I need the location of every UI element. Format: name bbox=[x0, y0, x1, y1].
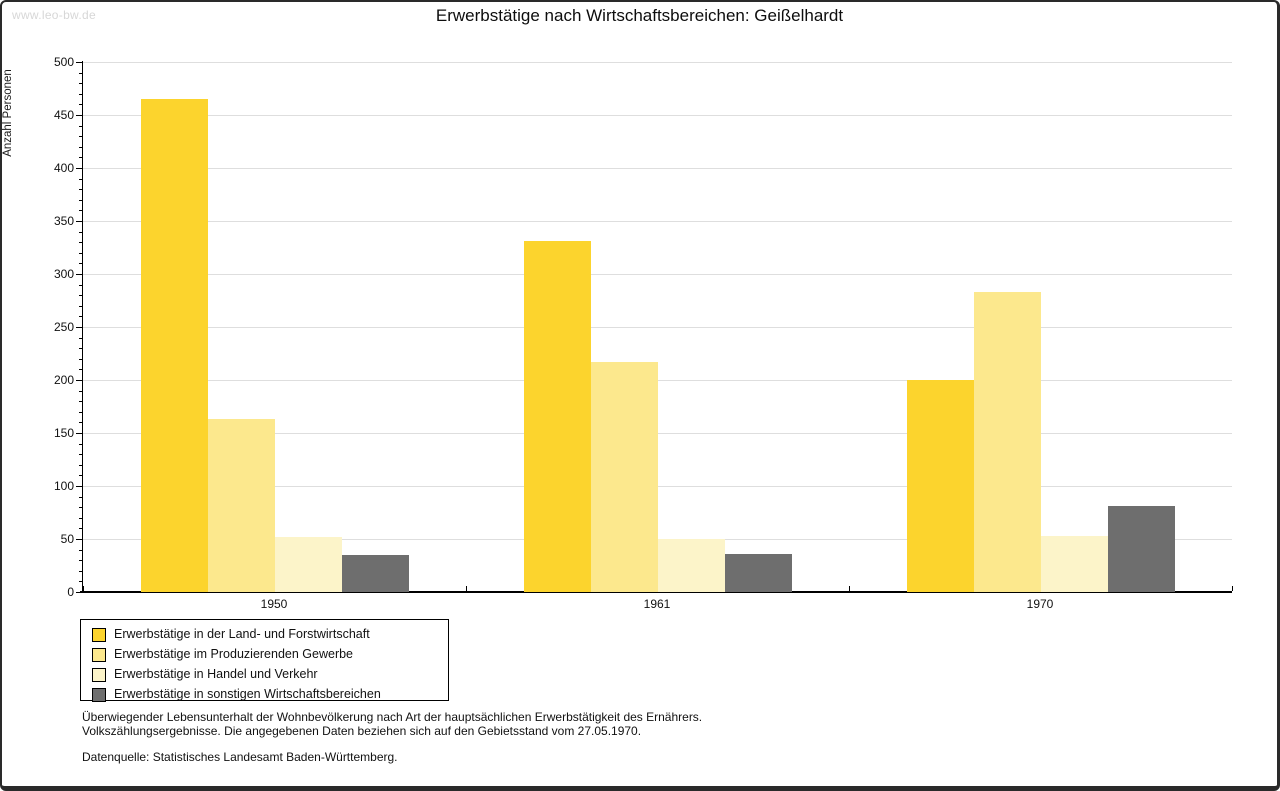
y-tick-470 bbox=[79, 94, 83, 95]
y-tick-440 bbox=[79, 126, 83, 127]
y-tick-170 bbox=[79, 412, 83, 413]
y-tick-280 bbox=[79, 295, 83, 296]
gridline-500 bbox=[83, 62, 1232, 63]
x-tick-1 bbox=[466, 586, 467, 591]
y-tick-100 bbox=[76, 486, 83, 487]
y-tick-290 bbox=[79, 285, 83, 286]
footer-note-line1: Überwiegender Lebensunterhalt der Wohnbevölkerung nach Art der hauptsächlichen Erwerbstätigkeit des Ernährers. bbox=[82, 710, 703, 724]
gridline-200 bbox=[83, 380, 1232, 381]
bar-1970-series4 bbox=[1108, 506, 1175, 592]
y-tick-460 bbox=[79, 104, 83, 105]
y-tick-180 bbox=[79, 401, 83, 402]
y-tick-label-400: 400 bbox=[53, 161, 74, 175]
y-tick-110 bbox=[79, 475, 83, 476]
legend-swatch-land-forstwirtschaft bbox=[92, 628, 106, 642]
chart-title: Erwerbstätige nach Wirtschaftsbereichen: Geißelhardt bbox=[435, 6, 844, 25]
y-tick-390 bbox=[79, 179, 83, 180]
y-tick-220 bbox=[79, 359, 83, 360]
y-tick-500 bbox=[76, 62, 83, 63]
y-tick-label-250: 250 bbox=[53, 320, 74, 334]
y-tick-10 bbox=[79, 581, 83, 582]
y-tick-50 bbox=[76, 539, 83, 540]
y-tick-300 bbox=[76, 274, 83, 275]
y-tick-490 bbox=[79, 73, 83, 74]
y-tick-310 bbox=[79, 263, 83, 264]
y-tick-label-500: 500 bbox=[53, 55, 74, 69]
legend-label: Erwerbstätige im Produzierenden Gewerbe bbox=[114, 647, 354, 661]
x-tick-label-1961: 1961 bbox=[643, 597, 671, 611]
y-tick-330 bbox=[79, 242, 83, 243]
y-tick-160 bbox=[79, 422, 83, 423]
x-tick-label-1950: 1950 bbox=[260, 597, 288, 611]
y-tick-400 bbox=[76, 168, 83, 169]
y-tick-450 bbox=[76, 115, 83, 116]
y-tick-130 bbox=[79, 454, 83, 455]
y-tick-270 bbox=[79, 306, 83, 307]
bar-1950-series3 bbox=[275, 537, 342, 592]
gridline-400 bbox=[83, 168, 1232, 169]
bar-1970-series3 bbox=[1041, 536, 1108, 592]
footer-source: Datenquelle: Statistisches Landesamt Baden-Württemberg. bbox=[82, 750, 398, 764]
y-tick-320 bbox=[79, 253, 83, 254]
y-tick-20 bbox=[79, 571, 83, 572]
gridline-250 bbox=[83, 327, 1232, 328]
y-tick-30 bbox=[79, 560, 83, 561]
gridline-300 bbox=[83, 274, 1232, 275]
x-tick-0 bbox=[83, 586, 84, 591]
y-tick-label-450: 450 bbox=[53, 108, 74, 122]
y-tick-40 bbox=[79, 550, 83, 551]
gridline-450 bbox=[83, 115, 1232, 116]
y-tick-label-0: 0 bbox=[67, 585, 74, 599]
bar-1961-series2 bbox=[591, 362, 658, 592]
bar-1950-series4 bbox=[342, 555, 409, 592]
watermark-leo-bw: www.leo-bw.de bbox=[12, 8, 96, 22]
y-tick-480 bbox=[79, 83, 83, 84]
bar-1961-series4 bbox=[725, 554, 792, 592]
legend-label: Erwerbstätige in der Land- und Forstwirtschaft bbox=[114, 627, 370, 641]
bar-1961-series1 bbox=[524, 241, 591, 592]
y-tick-260 bbox=[79, 316, 83, 317]
y-tick-410 bbox=[79, 157, 83, 158]
footer-notes bbox=[82, 710, 702, 764]
bar-1970-series2 bbox=[974, 292, 1041, 592]
y-tick-label-200: 200 bbox=[53, 373, 74, 387]
bar-1961-series3 bbox=[658, 539, 725, 592]
footer-note-line2: Volkszählungsergebnisse. Die angegebenen Daten beziehen sich auf den Gebietsstand vom 27.05.1970. bbox=[82, 724, 642, 738]
y-tick-360 bbox=[79, 210, 83, 211]
y-tick-90 bbox=[79, 497, 83, 498]
y-tick-60 bbox=[79, 528, 83, 529]
y-tick-240 bbox=[79, 338, 83, 339]
legend-swatch-handel-verkehr bbox=[92, 668, 106, 682]
x-tick-2 bbox=[849, 586, 850, 591]
legend-box bbox=[80, 619, 449, 701]
y-tick-340 bbox=[79, 232, 83, 233]
y-tick-label-350: 350 bbox=[53, 214, 74, 228]
legend-swatch-sonstige-wirtschaftsbereiche bbox=[92, 688, 106, 702]
y-tick-label-300: 300 bbox=[53, 267, 74, 281]
y-tick-380 bbox=[79, 189, 83, 190]
y-tick-150 bbox=[76, 433, 83, 434]
legend-swatch-produzierendes-gewerbe bbox=[92, 648, 106, 662]
y-tick-430 bbox=[79, 136, 83, 137]
bar-1970-series1 bbox=[907, 380, 974, 592]
y-tick-350 bbox=[76, 221, 83, 222]
y-tick-label-50: 50 bbox=[60, 532, 74, 546]
y-tick-label-100: 100 bbox=[53, 479, 74, 493]
gridline-350 bbox=[83, 221, 1232, 222]
y-tick-120 bbox=[79, 465, 83, 466]
legend-label: Erwerbstätige in Handel und Verkehr bbox=[114, 667, 318, 681]
x-tick-3 bbox=[1232, 586, 1233, 591]
y-tick-140 bbox=[79, 444, 83, 445]
y-tick-80 bbox=[79, 507, 83, 508]
y-tick-370 bbox=[79, 200, 83, 201]
y-tick-label-150: 150 bbox=[53, 426, 74, 440]
bar-1950-series1 bbox=[141, 99, 208, 592]
y-axis-title: Anzahl Personen bbox=[2, 69, 14, 157]
plot-area bbox=[83, 62, 1232, 592]
y-tick-0 bbox=[76, 592, 83, 593]
y-tick-420 bbox=[79, 147, 83, 148]
y-tick-250 bbox=[76, 327, 83, 328]
bar-1950-series2 bbox=[208, 419, 275, 592]
y-tick-210 bbox=[79, 369, 83, 370]
y-tick-70 bbox=[79, 518, 83, 519]
legend-label: Erwerbstätige in sonstigen Wirtschaftsbereichen bbox=[114, 687, 381, 701]
y-tick-200 bbox=[76, 380, 83, 381]
y-tick-190 bbox=[79, 391, 83, 392]
x-tick-label-1970: 1970 bbox=[1026, 597, 1054, 611]
y-tick-230 bbox=[79, 348, 83, 349]
